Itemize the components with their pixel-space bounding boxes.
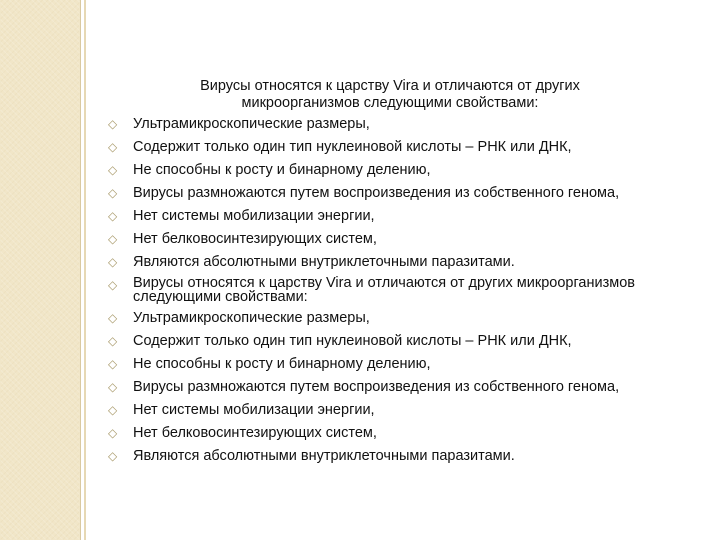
list-item — [108, 333, 708, 350]
diamond-outline-icon: ◇ — [108, 163, 118, 177]
list-item-text: Нет белковосинтезирующих систем, — [133, 425, 377, 441]
bullet-list — [108, 116, 708, 471]
diamond-outline-icon: ◇ — [108, 449, 118, 463]
diamond-outline-icon: ◇ — [108, 403, 118, 417]
slide-heading — [130, 78, 650, 112]
list-item — [108, 310, 708, 327]
list-item — [108, 139, 708, 156]
list-item-text: Содержит только один тип нуклеиновой кислоты – РНК или ДНК, — [133, 139, 572, 155]
list-item-text: Нет системы мобилизации энергии, — [133, 208, 375, 224]
heading-line-1: Вирусы относятся к царству Vira и отличаются от других — [200, 78, 580, 94]
list-item — [108, 402, 708, 419]
list-item-text: Ультрамикроскопические размеры, — [133, 310, 370, 326]
list-item-text: Являются абсолютными внутриклеточными паразитами. — [133, 254, 515, 270]
diamond-outline-icon: ◇ — [108, 311, 118, 325]
list-item — [108, 231, 708, 248]
diamond-outline-icon: ◇ — [108, 334, 118, 348]
list-item — [108, 116, 708, 133]
list-item-text: Содержит только один тип нуклеиновой кислоты – РНК или ДНК, — [133, 333, 572, 349]
diamond-outline-icon: ◇ — [108, 426, 118, 440]
list-item-text: Не способны к росту и бинарному делению, — [133, 356, 431, 372]
list-item — [108, 356, 708, 373]
list-item-text: Нет белковосинтезирующих систем, — [133, 231, 377, 247]
diamond-outline-icon: ◇ — [108, 209, 118, 223]
list-item — [108, 254, 708, 271]
list-item-text: Являются абсолютными внутриклеточными паразитами. — [133, 448, 515, 464]
list-item — [108, 379, 708, 396]
list-item-text: Вирусы размножаются путем воспроизведения из собственного генома, — [133, 185, 620, 201]
diamond-outline-icon: ◇ — [108, 255, 118, 269]
diamond-outline-icon: ◇ — [108, 186, 118, 200]
list-item-text: Вирусы относятся к царству Vira и отличаются от других микроорганизмов следующими свойствами: — [133, 275, 635, 305]
list-item-text: Не способны к росту и бинарному делению, — [133, 162, 431, 178]
list-item — [108, 162, 708, 179]
diamond-outline-icon: ◇ — [108, 140, 118, 154]
list-item-text: Ультрамикроскопические размеры, — [133, 116, 370, 132]
list-item — [108, 208, 708, 225]
diamond-outline-icon: ◇ — [108, 357, 118, 371]
list-item — [108, 185, 708, 202]
heading-line-2: микроорганизмов следующими свойствами: — [241, 95, 539, 111]
list-item — [108, 448, 708, 465]
diamond-outline-icon: ◇ — [108, 117, 118, 131]
diamond-outline-icon: ◇ — [108, 232, 118, 246]
list-item — [108, 425, 708, 442]
list-item-text: Нет системы мобилизации энергии, — [133, 402, 375, 418]
list-item — [108, 277, 708, 304]
diamond-outline-icon: ◇ — [108, 278, 118, 292]
diamond-outline-icon: ◇ — [108, 380, 118, 394]
list-item-text: Вирусы размножаются путем воспроизведения из собственного генома, — [133, 379, 620, 395]
